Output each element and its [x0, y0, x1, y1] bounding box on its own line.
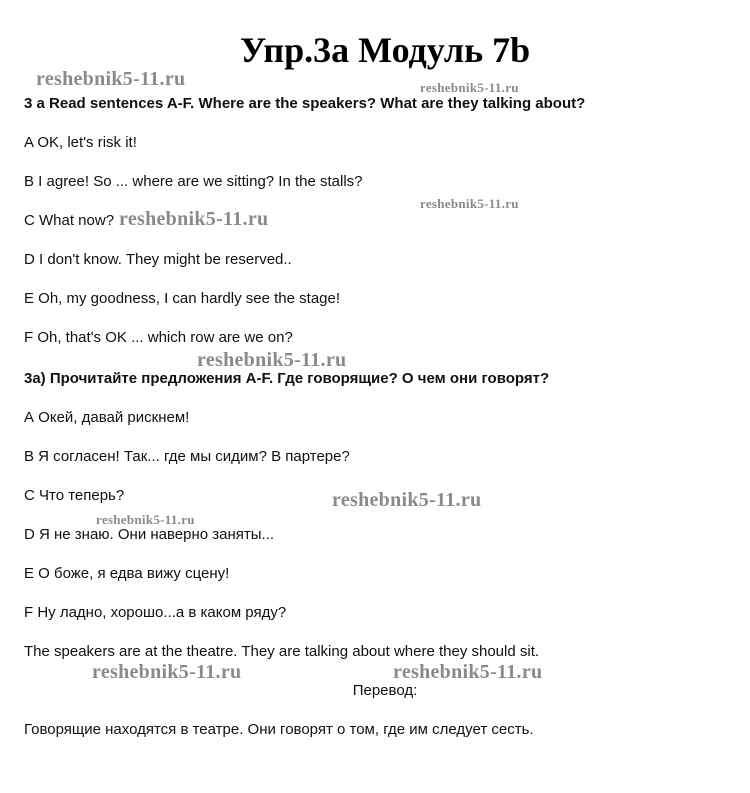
watermark: reshebnik5-11.ru	[96, 512, 195, 527]
russian-line-c: С Что теперь?	[24, 487, 125, 504]
watermark: reshebnik5-11.ru	[393, 661, 543, 683]
russian-line-f: F Ну ладно, хорошо...а в каком ряду?	[24, 604, 287, 621]
russian-heading: 3а) Прочитайте предложения A-F. Где говорящие? О чем они говорят?	[24, 370, 550, 387]
english-line-f: F Oh, that's OK ... which row are we on?	[24, 329, 293, 346]
russian-line-a: А Окей, давай рискнем!	[24, 409, 190, 426]
english-heading: 3 a Read sentences A-F. Where are the speakers? What are they talking about?	[24, 95, 586, 112]
watermark: reshebnik5-11.ru	[420, 196, 519, 211]
english-line-a: A OK, let's risk it!	[24, 134, 137, 151]
english-line-b: B I agree! So ... where are we sitting? In the stalls?	[24, 173, 363, 190]
watermark: reshebnik5-11.ru	[197, 349, 347, 371]
watermark: reshebnik5-11.ru	[92, 661, 242, 683]
translation-text: Говорящие находятся в театре. Они говорят о том, где им следует сесть.	[24, 721, 534, 738]
russian-line-d: D Я не знаю. Они наверно заняты...	[24, 526, 275, 543]
russian-line-e: Е О боже, я едва вижу сцену!	[24, 565, 230, 582]
english-line-e: E Oh, my goodness, I can hardly see the stage!	[24, 290, 341, 307]
answer-text: The speakers are at the theatre. They are talking about where they should sit.	[24, 643, 540, 660]
watermark: reshebnik5-11.ru	[36, 68, 186, 90]
watermark: reshebnik5-11.ru	[119, 208, 269, 230]
english-line-d: D I don't know. They might be reserved..	[24, 251, 292, 268]
russian-line-b: В Я согласен! Так... где мы сидим? В партере?	[24, 448, 350, 465]
page-title: Упр.3а Модуль 7b	[239, 30, 531, 70]
english-line-c: C What now?	[24, 212, 115, 229]
translation-label: Перевод:	[352, 682, 418, 699]
watermark: reshebnik5-11.ru	[332, 489, 482, 511]
watermark: reshebnik5-11.ru	[420, 80, 519, 95]
